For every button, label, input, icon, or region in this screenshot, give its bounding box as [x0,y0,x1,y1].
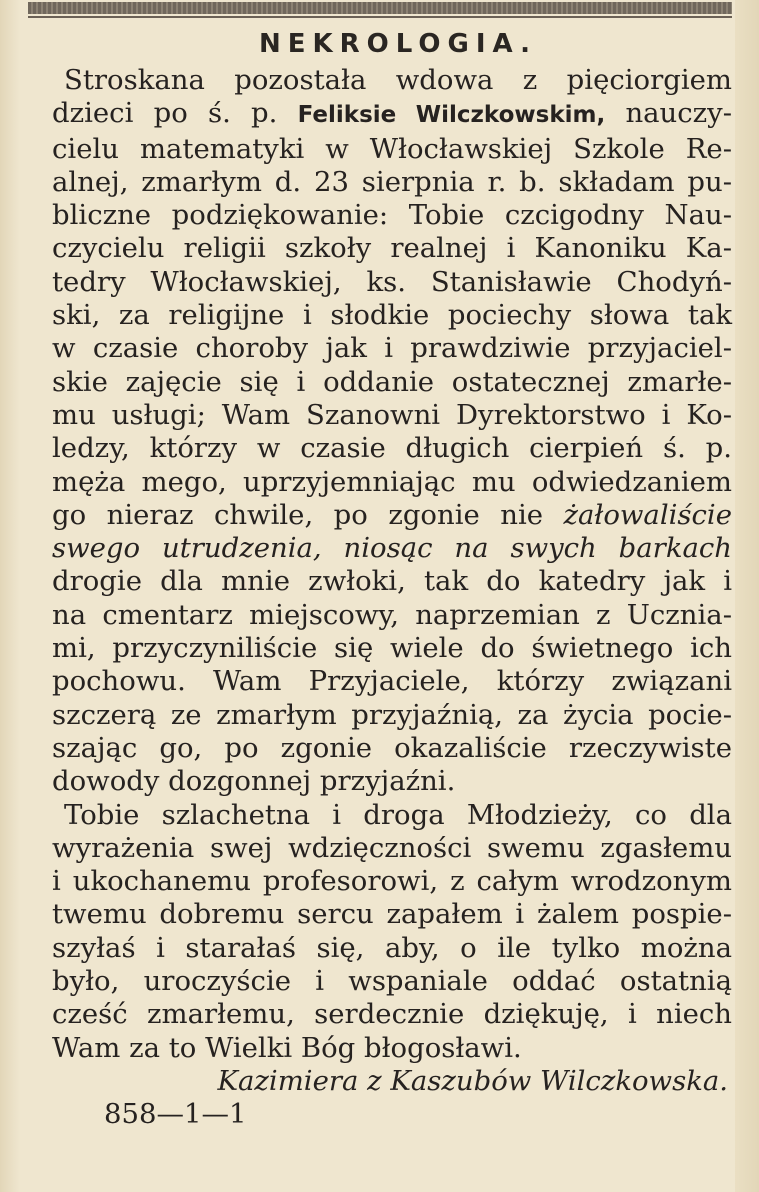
text-line: na cmentarz miejscowy, naprzemian z Ucznia- [52,598,732,631]
text-line [52,499,732,532]
text-line: mi, przyczyniliście się wiele do świetnego ich [52,632,732,665]
paragraph-acknowledgement [52,64,732,799]
text-line: bliczne podziękowanie: Tobie czcigodny Nau- [52,199,732,232]
text-line: i ukochanemu profesorowi, z całym wrodzonym [52,865,732,898]
text-line: szając go, po zgonie okazaliście rzeczywiste [52,731,732,764]
text-line: pochowu. Wam Przyjaciele, którzy związani [52,665,732,698]
text-line: tedry Włocławskiej, ks. Stanisławie Chodyń- [52,265,732,298]
italic-fragment: żałowaliście [563,498,732,531]
text-line: skie zajęcie się i oddanie ostatecznej zmarłe- [52,365,732,398]
top-thin-rule [28,16,732,18]
text-line: Wam za to Wielki Bóg błogosławi. [52,1031,522,1064]
obituary-column [52,24,732,1132]
text-line: mu usługi; Wam Szanowni Dyrektorstwo i Ko- [52,398,732,431]
text-line: wyrażenia swej wdzięczności swemu zgasłemu [52,831,732,864]
text-line: dowody dozgonnej przyjaźni. [52,765,456,798]
text-line: cielu matematyki w Włocławskiej Szkole Re- [52,132,732,165]
top-decorative-rule [28,2,732,14]
text-line: czycielu religii szkoły realnej i Kanoniku Ka- [52,232,732,265]
text-line: Tobie szlachetna i droga Młodzieży, co dla [64,798,732,831]
italic-line: swego utrudzenia, niosąc na swych barkach [52,532,732,565]
page-left-margin [0,0,20,1192]
text-line: było, uroczyście i wspaniale oddać ostatnią [52,965,732,998]
text-line: ledzy, którzy w czasie długich cierpień ś. p. [52,432,732,465]
text-line: alnej, zmarłym d. 23 sierpnia r. b. składam pu- [52,165,732,198]
text-line: męża mego, uprzyjemniając mu odwiedzaniem [52,465,732,498]
deceased-name: Feliksie Wilczkowskim, [297,102,606,129]
page-right-margin [735,0,759,1192]
signature: Kazimiera z Kaszubów Wilczkowska. [217,1064,728,1097]
text-line [52,97,732,132]
text-fragment: go nieraz chwile, po zgonie nie [52,498,544,531]
text-line: Stroskana pozostała wdowa z pięciorgiem [64,64,732,96]
text-line: cześć zmarłemu, serdecznie dziękuję, i niech [52,998,732,1031]
text-line: drogie dla mnie zwłoki, tak do katedry jak i [52,565,732,598]
text-line: szczerą ze zmarłym przyjaźnią, za życia pocie- [52,698,732,731]
text-line: w czasie choroby jak i prawdziwie przyjaciel- [52,332,732,365]
reference-number: 858—1—1 [104,1098,247,1131]
section-heading: NEKROLOGIA. [258,29,538,59]
text-line: szyłaś i starałaś się, aby, o ile tylko można [52,931,732,964]
text-line: twemu dobremu sercu zapałem i żalem pospie- [52,898,732,931]
paragraph-youth-thanks [52,799,732,1065]
text-line: ski, za religijne i słodkie pociechy słowa tak [52,299,732,332]
text-fragment: nauczy- [625,97,732,130]
text-fragment: dzieci po ś. p. [52,97,278,130]
